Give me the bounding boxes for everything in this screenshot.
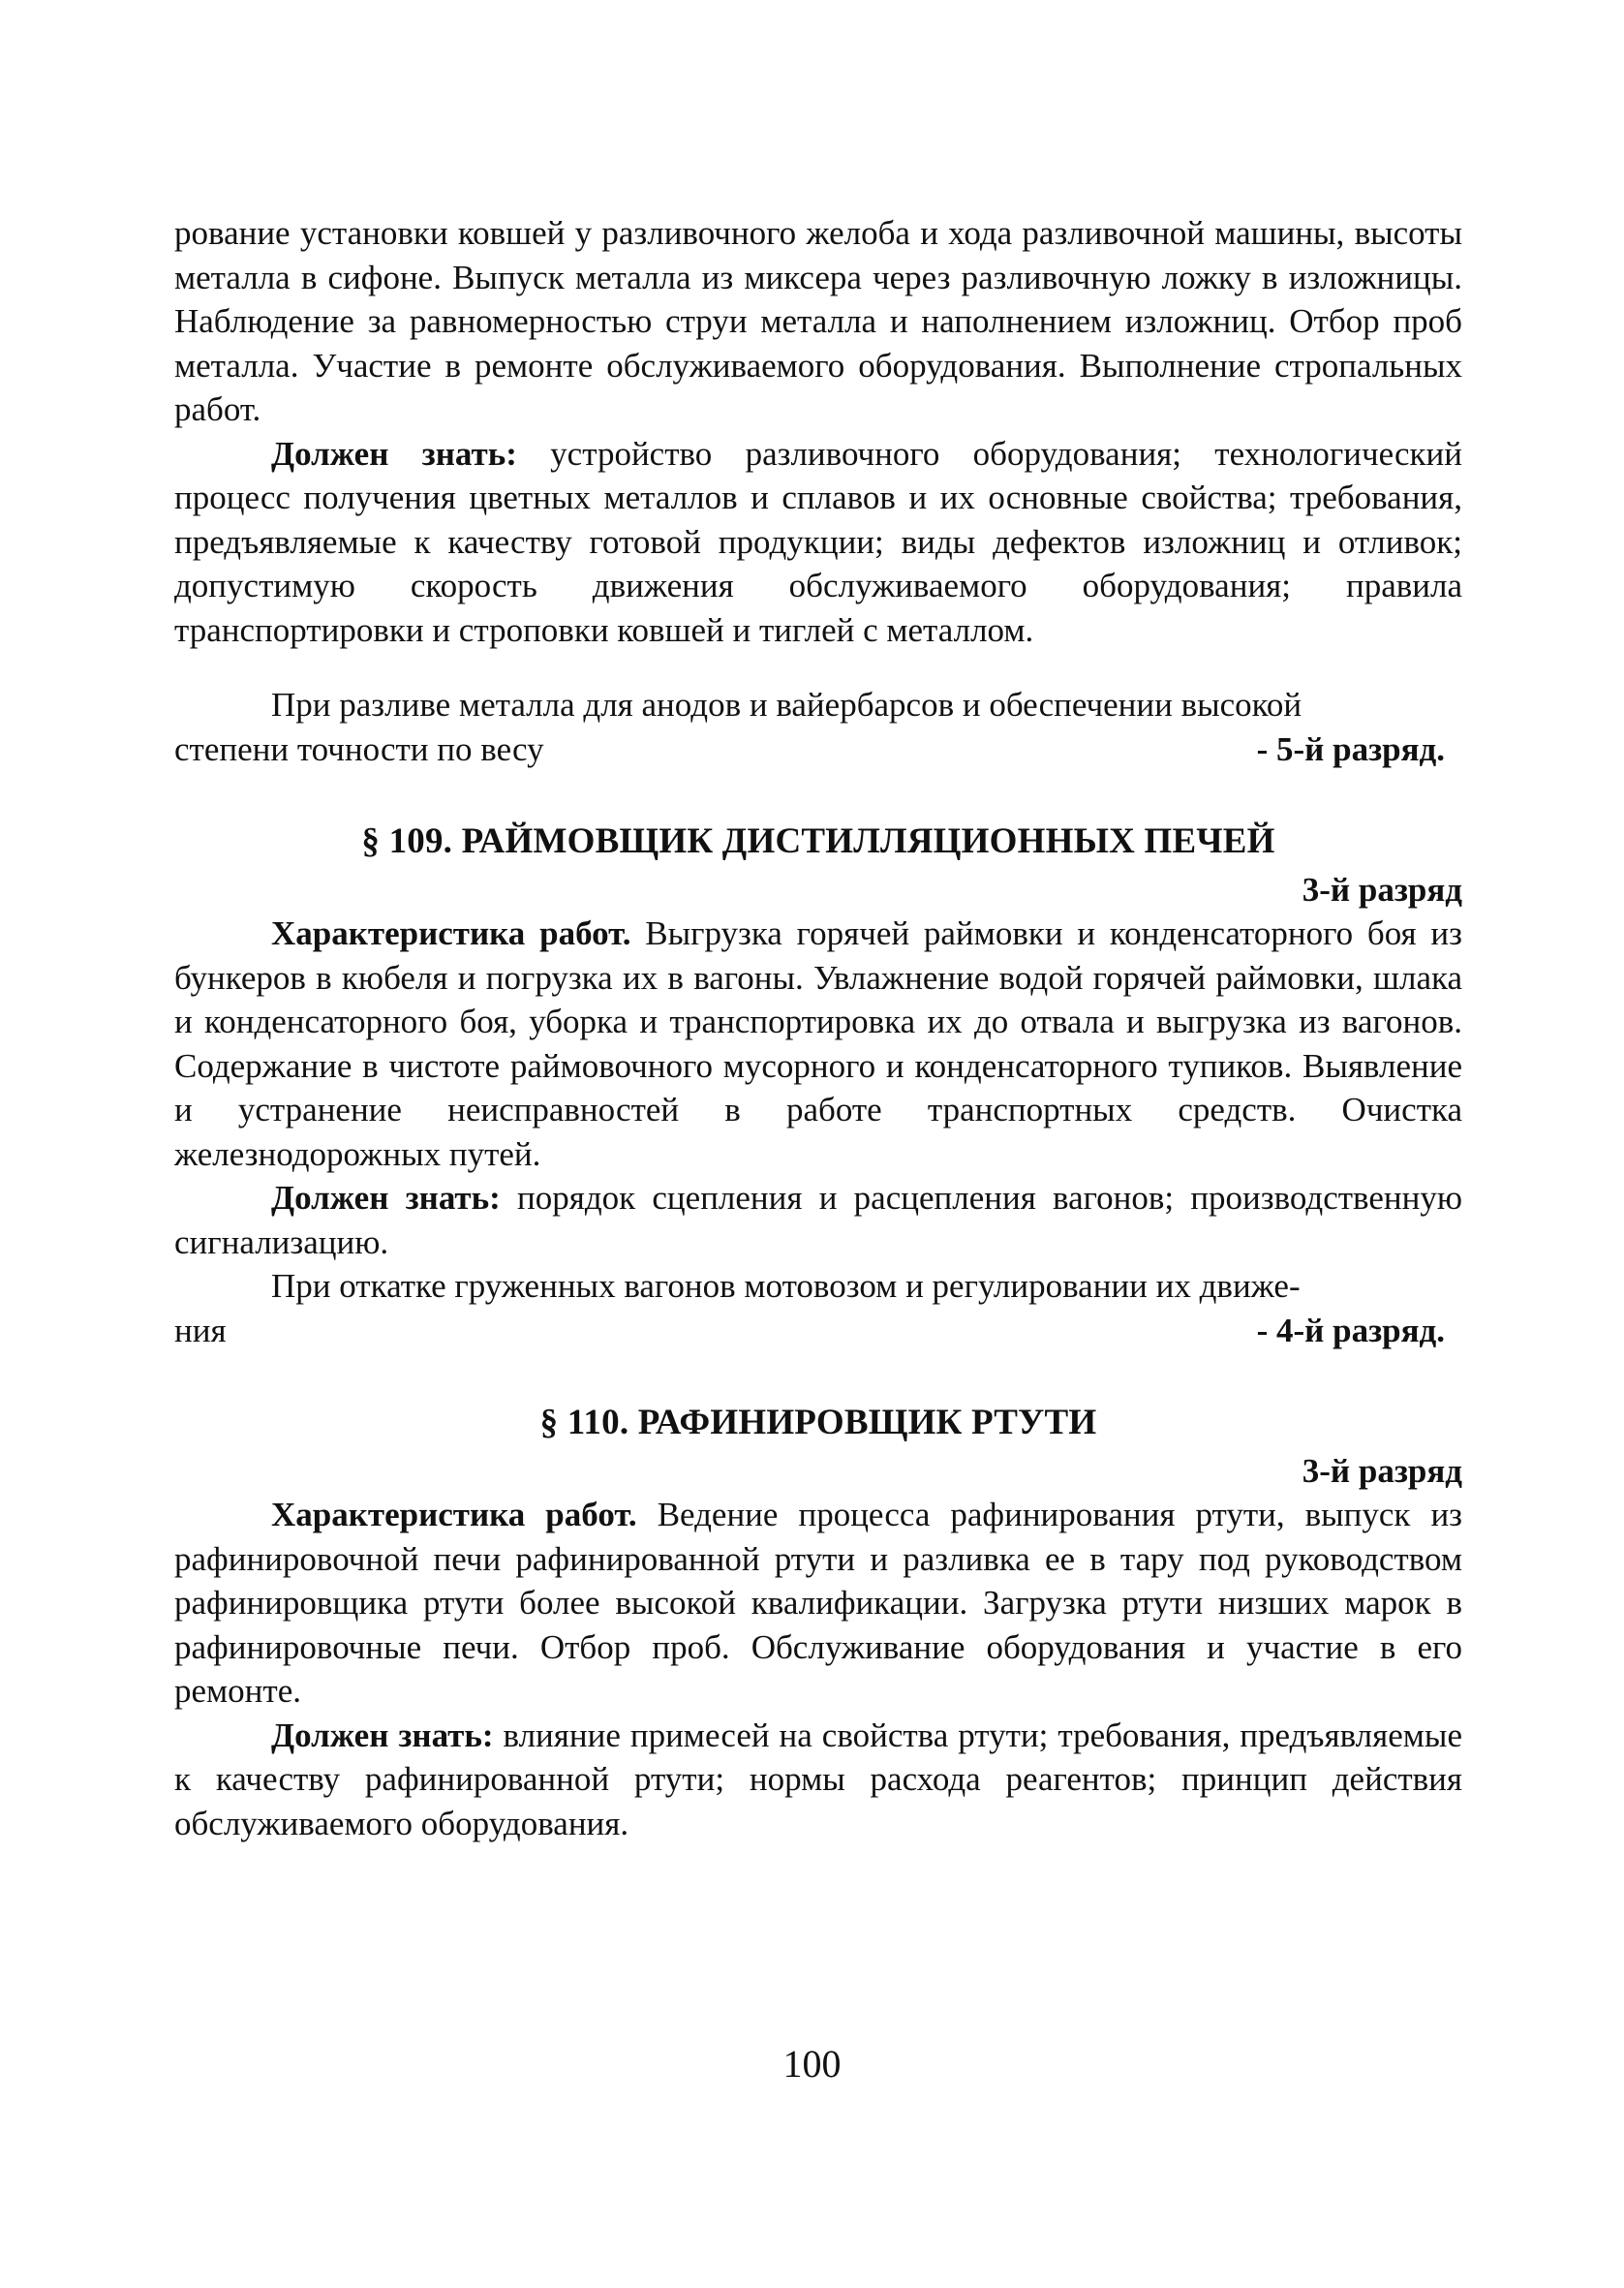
intro-rank-condition-line1: При разливе металла для анодов и вайербарсов и обеспечении высокой: [271, 686, 1302, 724]
work-label: Характеристика работ.: [271, 1496, 637, 1533]
intro-must-know-paragraph: [174, 432, 1462, 653]
intro-rank-condition-line2: степени точности по весу: [174, 729, 544, 768]
work-text: Выгрузка горячей раймовки и конденсаторного боя из бункеров в кюбеля и погрузка их в вагоны. Увлажнение водой горячей раймовки, шлака и конденсаторного боя, уборка и транспортировка их до отвала и выгрузка из вагонов. Содержание в чистоте раймовочного мусорного и конденсаторного тупиков. Выявление и устранение неисправностей в работе транспортных средств. Очистка железнодорожных путей.: [174, 914, 1462, 1173]
section-109-rank-line: [174, 1309, 1462, 1353]
section-109-grade: 3-й разряд: [1302, 870, 1462, 909]
work-text: Ведение процесса рафинирования ртути, выпуск из рафинировочной печи рафинированной ртути и разливка ее в тару под руководством рафинировщика ртути более высокой квалификации. Загрузка ртути низших марок в рафинировочные печи. Отбор проб. Обслуживание оборудования и участие в его ремонте.: [174, 1496, 1462, 1710]
section-110-grade: 3-й разряд: [1302, 1451, 1462, 1490]
section-109-must-know-paragraph: [174, 1176, 1462, 1264]
intro-rank-line: [174, 727, 1462, 772]
section-109-rank-value: - 4-й разряд.: [1256, 1311, 1445, 1349]
section-109-work-paragraph: [174, 912, 1462, 1176]
section-109-rank-condition-line1: При откатке груженных вагонов мотовозом и регулировании их движе-: [271, 1267, 1301, 1305]
must-know-label: Должен знать:: [271, 1179, 501, 1217]
document-page: [174, 211, 1462, 1845]
section-109-title: § 109. РАЙМОВЩИК ДИСТИЛЛЯЦИОННЫХ ПЕЧЕЙ: [361, 821, 1275, 861]
intro-continuation-paragraph: рование установки ковшей у разливочного желоба и хода разливочной машины, высоты металла в сифоне. Выпуск металла из миксера через разливочную ложку в изложницы. Наблюдение за равномерностью струи металла и наполнением изложниц. Отбор проб металла. Участие в ремонте обслуживаемого оборудования. Выполнение стропальных работ.: [174, 214, 1462, 428]
must-know-text: устройство разливочного оборудования; технологический процесс получения цветных металлов и сплавов и их основные свойства; требования, предъявляемые к качеству готовой продукции; виды дефектов изложниц и отливок; допустимую скорость движения обслуживаемого оборудования; правила транспортировки и строповки ковшей и тиглей с металлом.: [174, 434, 1463, 649]
must-know-text: порядок сцепления и расцепления вагонов; производственную сигнализацию.: [174, 1179, 1462, 1261]
section-109-rank-condition-line2: ния: [174, 1311, 227, 1349]
section-110-must-know-paragraph: [174, 1714, 1462, 1846]
must-know-text: влияние примесей на свойства ртути; требования, предъявляемые к качеству рафинированной ртути; нормы расхода реагентов; принцип действия обслуживаемого оборудования.: [174, 1716, 1462, 1842]
section-110-title: § 110. РАФИНИРОВЩИК РТУТИ: [539, 1403, 1097, 1442]
section-110-work-paragraph: [174, 1493, 1462, 1714]
work-label: Характеристика работ.: [271, 914, 631, 952]
must-know-label: Должен знать:: [271, 434, 517, 473]
page-number: 100: [782, 2042, 842, 2086]
must-know-label: Должен знать:: [271, 1716, 494, 1754]
intro-rank-value: - 5-й разряд.: [1256, 729, 1445, 768]
